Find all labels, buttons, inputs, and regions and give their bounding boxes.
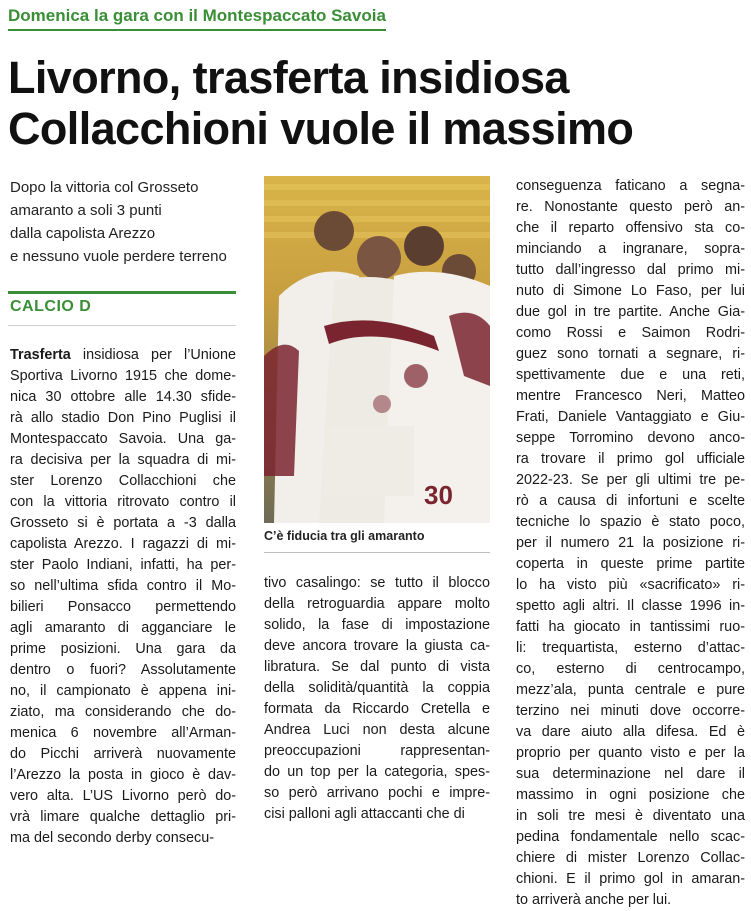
headline <box>8 52 748 154</box>
text-line: tivo casalingo: se tutto il blocco <box>264 575 490 591</box>
article-photo <box>264 176 490 523</box>
text-line: ra trovare il primo gol ufficiale <box>516 451 745 467</box>
text-line: rà allo stadio Don Pino Puglisi il <box>10 410 236 426</box>
article-column-1 <box>10 345 236 849</box>
text-line: va dare aiuto alla difesa. Ed è <box>516 724 745 740</box>
text-line <box>10 345 236 366</box>
text-line: l’Arezzo la posta in gioco è dav- <box>10 767 236 783</box>
kicker: Domenica la gara con il Montespaccato Savoia <box>8 6 386 31</box>
text-line: tecniche lo spazio è stato poco, <box>516 514 745 530</box>
text-line: Frati, Daniele Vantaggiato e Giu- <box>516 409 745 425</box>
caption-rule <box>264 552 490 553</box>
text-run: insidiosa per l’Unione <box>70 347 236 363</box>
text-line: coperta in queste prime partite <box>516 556 745 572</box>
text-line: vrà limare qualche dettaglio pri- <box>10 809 236 825</box>
text-line: spettivamente due e una reti, <box>516 367 745 383</box>
text-line: to arriverà anche per lui. <box>516 892 672 908</box>
text-line: che il reparto offensivo sta co- <box>516 220 745 236</box>
text-line: so nell’ultima sfida contro il Mo- <box>10 578 236 594</box>
text-line: prime posizioni. Una gara da <box>10 641 236 657</box>
text-line: minciando a ingranare, sopra- <box>516 241 745 257</box>
text-line: dentro o fuori? Assolutamente <box>10 662 236 678</box>
headline-line-1: Livorno, trasferta insidiosa <box>8 52 569 103</box>
text-line: chioni. E il primo gol in amaran- <box>516 871 745 887</box>
text-line: due gol in tre partite. Anche Gia- <box>516 304 745 320</box>
text-line: Grosseto si è portata a -3 dalla <box>10 515 236 531</box>
text-line: nica 30 ottobre alle 14.30 sfide- <box>10 389 236 405</box>
section-label: CALCIO D <box>10 298 92 315</box>
text-line: vero alta. L’US Livorno però do- <box>10 788 236 804</box>
text-line: fatti ha giocato in tantissimi ruo- <box>516 619 745 635</box>
text-line: nuto di Simone Lo Faso, per lui <box>516 283 745 299</box>
text-line: deve ancora trovare la giusta ca- <box>264 638 490 654</box>
text-line: con la vittoria ritrovato contro il <box>10 494 236 510</box>
text-line: 2022-23. Se per gli ultimi tre pe- <box>516 472 745 488</box>
text-line: seppe Torromino devono anco- <box>516 430 745 446</box>
text-line: per il numero 21 la posizione ri- <box>516 535 745 551</box>
text-line: no, il campionato è appena ini- <box>10 683 236 699</box>
subhead-line: dalla capolista Arezzo <box>10 225 156 242</box>
text-line: chiere di mister Lorenzo Collac- <box>516 850 745 866</box>
text-line: ster Lorenzo Collacchioni che <box>10 473 236 489</box>
text-line: Sportiva Livorno 1915 che dome- <box>10 368 236 384</box>
text-line: Andrea Luci non desta alcune <box>264 722 490 738</box>
text-line: solido, la fase di impostazione <box>264 617 490 633</box>
text-line: bilieri Ponsacco permettendo <box>10 599 236 615</box>
text-line: re. Nonostante questo però an- <box>516 199 745 215</box>
text-line: libratura. Se dal punto di vista <box>264 659 490 675</box>
subhead <box>10 176 255 268</box>
text-line: cisi palloni agli attaccanti che di <box>264 806 465 822</box>
text-line: capolista Arezzo. I ragazzi di mi- <box>10 536 236 552</box>
subhead-line: e nessuno vuole perdere terreno <box>10 248 227 265</box>
text-line: formata da Riccardo Cretella e <box>264 701 490 717</box>
text-line: rò a causa di infortuni e scelte <box>516 493 745 509</box>
subhead-line: Dopo la vittoria col Grosseto <box>10 179 199 196</box>
jersey-number: 30 <box>424 480 453 510</box>
text-line: mezz’ala, punta centrale e pure <box>516 682 745 698</box>
photo-caption: C’è fiducia tra gli amaranto <box>264 529 425 543</box>
headline-line-2: Collacchioni vuole il massimo <box>8 103 634 154</box>
subhead-line: amaranto a soli 3 punti <box>10 202 162 219</box>
text-line: massimo in ogni posizione che <box>516 787 745 803</box>
text-line: conseguenza faticano a segna- <box>516 178 745 194</box>
text-line: do un top per la categoria, spes- <box>264 764 490 780</box>
text-line: in soli tre mesi è diventato una <box>516 808 745 824</box>
text-line: tutto dall’ingresso dal primo mi- <box>516 262 745 278</box>
text-line: terzino nei minuti dove occorre- <box>516 703 745 719</box>
text-line: della solidità/quantità la coppia <box>264 680 490 696</box>
text-line: do Picchi arriverà nuovamente <box>10 746 236 762</box>
text-line: sua determinazione nel dare il <box>516 766 745 782</box>
text-line: co, esterno di centrocampo, <box>516 661 745 677</box>
lead-word: Trasferta <box>10 347 71 363</box>
text-line: ster Paolo Indiani, infatti, ha per- <box>10 557 236 573</box>
text-line: so però arrivano pochi e impre- <box>264 785 490 801</box>
text-line: proprio per quanto visto e per la <box>516 745 745 761</box>
text-line: pedina fondamentale nello scac- <box>516 829 745 845</box>
article-column-2 <box>264 573 490 825</box>
section-rule <box>8 291 236 294</box>
article-column-3 <box>516 176 745 911</box>
text-line: Montespaccato Savoia. Una ga- <box>10 431 236 447</box>
text-line: li: trequartista, esterno d’attac- <box>516 640 745 656</box>
text-line: ziato, ma considerando che do- <box>10 704 236 720</box>
text-line: spetto agli altri. Il classe 1996 in- <box>516 598 745 614</box>
text-line: lo ha visto più «sacrificato» ri- <box>516 577 745 593</box>
text-line: menica 6 novembre all’Arman- <box>10 725 236 741</box>
text-line: della retroguardia appare molto <box>264 596 490 612</box>
text-line: agli amaranto di agganciare le <box>10 620 236 636</box>
text-line: como Rossi e Saimon Rodri- <box>516 325 745 341</box>
text-line: ma del secondo derby consecu- <box>10 830 214 846</box>
text-line: ra decisiva per la squadra di mi- <box>10 452 236 468</box>
text-line: guez sono tornati a segnare, ri- <box>516 346 745 362</box>
section-divider <box>8 325 236 326</box>
text-line: mentre Francesco Neri, Matteo <box>516 388 745 404</box>
text-line: preoccupazioni rappresentan- <box>264 743 490 759</box>
